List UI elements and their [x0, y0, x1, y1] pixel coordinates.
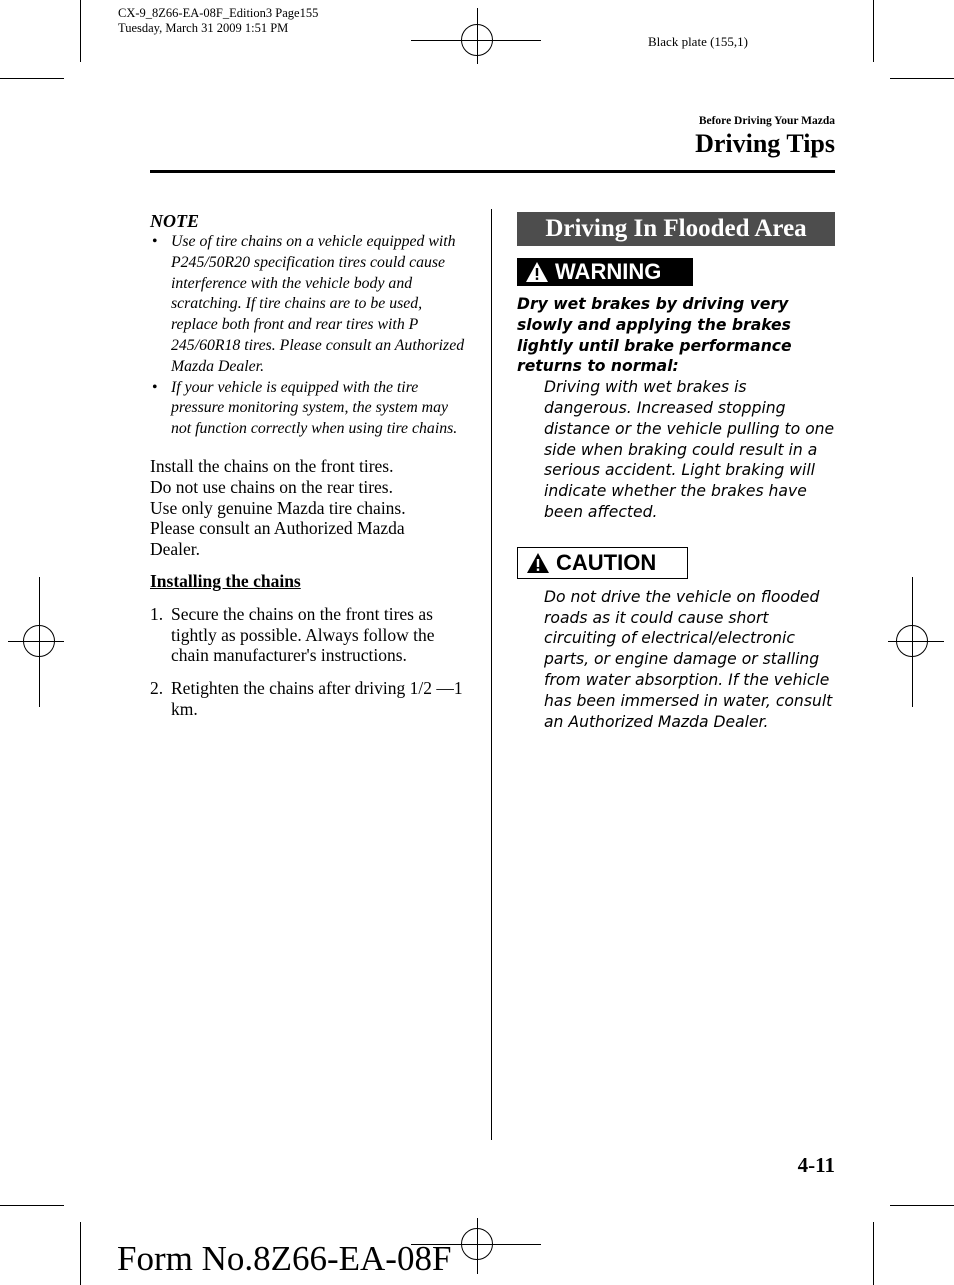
warning-body: Driving with wet brakes is dangerous. Increased stopping distance or the vehicle pulling to one side when braking could result in a serious accident. Light braking will indicate whether the brakes have been affected. — [544, 378, 835, 521]
crop-mark — [873, 1222, 874, 1285]
warning-banner — [517, 258, 693, 286]
note-list — [150, 232, 472, 440]
caution-label: CAUTION — [556, 549, 657, 575]
print-date-line: Tuesday, March 31 2009 1:51 PM — [118, 21, 289, 35]
warning-lead: Dry wet brakes by driving very slowly and applying the brakes lightly until brake performance returns to normal: — [517, 295, 792, 376]
caution-body: Do not drive the vehicle on flooded roads as it could cause short circuiting of electrical/electronic parts, or engine damage or stalling from water absorption. If the vehicle has been immersed in water, consult an Authorized Mazda Dealer. — [544, 587, 833, 731]
step-item — [150, 678, 472, 720]
right-column — [517, 212, 835, 732]
print-job-line: CX-9_8Z66-EA-08F_Edition3 Page155 — [118, 6, 319, 20]
crop-mark — [890, 78, 954, 79]
installing-heading: Installing the chains — [150, 570, 301, 591]
paragraph-line: Dealer. — [150, 539, 201, 560]
caution-banner — [517, 547, 688, 579]
step-number: 1. — [150, 603, 164, 624]
chains-paragraph — [150, 456, 472, 560]
print-metadata — [118, 6, 318, 36]
note-item: • If your vehicle is equipped with the tire pressure monitoring system, the system may not function correctly when using tire chains. — [150, 378, 472, 440]
crop-mark — [890, 1205, 954, 1206]
header-rule — [150, 170, 835, 173]
note-heading: NOTE — [150, 211, 199, 231]
section-heading: Driving In Flooded Area — [517, 212, 835, 246]
paragraph-line: Use only genuine Mazda tire chains. — [150, 497, 406, 518]
page-title: Driving Tips — [695, 129, 835, 158]
crop-mark — [0, 78, 64, 79]
step-text: Secure the chains on the front tires as tightly as possible. Always follow the chain manufacturer's instructions. — [171, 603, 435, 666]
warning-triangle-icon — [525, 261, 549, 283]
step-text: Retighten the chains after driving 1/2 ―1 km. — [171, 678, 463, 719]
steps-list — [150, 604, 472, 720]
form-number: Form No.8Z66-EA-08F — [117, 1239, 452, 1278]
warning-label: WARNING — [555, 259, 662, 284]
paragraph-line: Please consult an Authorized Mazda — [150, 518, 405, 539]
paragraph-line: Install the chains on the front tires. — [150, 455, 394, 476]
step-number: 2. — [150, 678, 164, 699]
column-divider — [491, 209, 492, 1140]
paragraph-line: Do not use chains on the rear tires. — [150, 476, 393, 497]
step-item — [150, 604, 472, 666]
section-label: Before Driving Your Mazda — [698, 115, 835, 127]
crop-mark — [0, 1205, 64, 1206]
plate-label: Black plate (155,1) — [648, 34, 748, 49]
page-number: 4-11 — [797, 1153, 835, 1177]
crop-mark — [873, 0, 874, 62]
note-item: • Use of tire chains on a vehicle equipped with P245/50R20 specification tires could cause interference with the vehicle body and scratching. If tire chains are to be used, replace both front and rear tires with P 245/60R18 tires. Please consult an Authorized Mazda Dealer. — [150, 232, 472, 378]
caution-triangle-icon — [526, 552, 550, 574]
crop-mark — [80, 1222, 81, 1285]
left-column — [150, 210, 472, 732]
crop-mark — [80, 0, 81, 62]
